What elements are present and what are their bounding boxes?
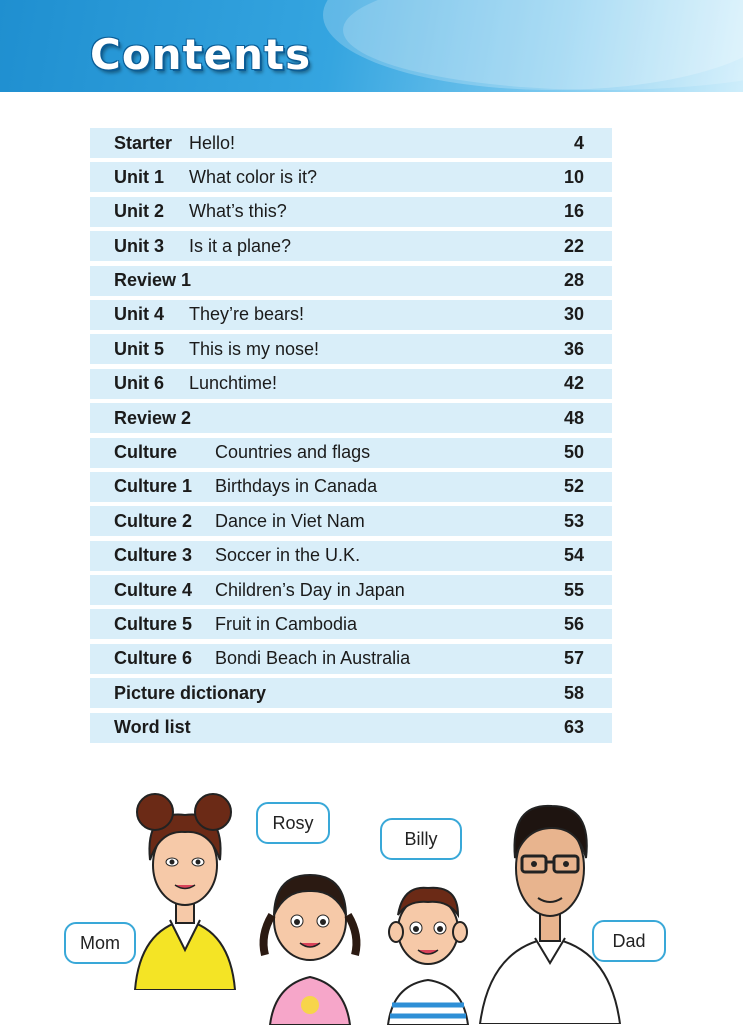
toc-page-number: 42 xyxy=(563,373,584,394)
toc-page-number: 16 xyxy=(563,201,584,222)
toc-section-label: Review 2 xyxy=(114,407,192,428)
toc-page-number: 55 xyxy=(563,579,584,600)
toc-section-title: Is it a plane? xyxy=(189,235,292,256)
toc-page-number: 22 xyxy=(563,235,584,256)
toc-section-label: Culture xyxy=(114,442,177,463)
toc-section-title: Lunchtime! xyxy=(189,373,278,394)
toc-section-label: Unit 4 xyxy=(114,304,165,325)
billy-illustration xyxy=(378,870,478,1025)
toc-section-title: They’re bears! xyxy=(189,304,305,325)
toc-section-label: Culture 5 xyxy=(114,613,193,634)
toc-row xyxy=(90,541,612,571)
toc-row xyxy=(90,162,612,192)
characters-illustration xyxy=(60,780,680,1024)
toc-page-number: 30 xyxy=(563,304,584,325)
toc-section-title: Birthdays in Canada xyxy=(215,476,378,497)
toc-row xyxy=(90,197,612,227)
toc-section-label: Culture 3 xyxy=(114,545,193,566)
toc-section-label: Culture 2 xyxy=(114,510,193,531)
toc-page-number: 57 xyxy=(563,648,584,669)
toc-row xyxy=(90,678,612,708)
toc-section-label: Unit 5 xyxy=(114,338,165,359)
toc-section-label: Unit 6 xyxy=(114,373,165,394)
toc-page-number: 50 xyxy=(563,442,584,463)
toc-section-label: Review 1 xyxy=(114,270,192,291)
toc-page-number: 28 xyxy=(563,270,584,291)
table-of-contents xyxy=(90,128,612,747)
toc-row xyxy=(90,403,612,433)
rosy-illustration xyxy=(255,855,365,1025)
toc-section-label: Word list xyxy=(114,717,191,738)
toc-section-title: What’s this? xyxy=(189,201,287,222)
header-wave xyxy=(343,0,743,90)
toc-section-title: Soccer in the U.K. xyxy=(215,545,361,566)
toc-section-label: Unit 2 xyxy=(114,201,165,222)
toc-row xyxy=(90,300,612,330)
toc-page-number: 63 xyxy=(563,717,584,738)
toc-section-title: Fruit in Cambodia xyxy=(215,613,358,634)
toc-section-title: What color is it? xyxy=(189,166,318,187)
toc-page-number: 48 xyxy=(563,407,584,428)
toc-section-title: Bondi Beach in Australia xyxy=(215,648,411,669)
toc-page-number: 58 xyxy=(563,682,584,703)
toc-section-title: Countries and flags xyxy=(215,442,371,463)
toc-row xyxy=(90,644,612,674)
dad-illustration xyxy=(470,798,630,1024)
toc-page-number: 4 xyxy=(573,132,584,153)
toc-row xyxy=(90,472,612,502)
toc-row xyxy=(90,128,612,158)
toc-section-label: Culture 6 xyxy=(114,648,193,669)
toc-section-title: Hello! xyxy=(189,132,236,153)
toc-row xyxy=(90,334,612,364)
mom-label: Mom xyxy=(64,922,136,964)
toc-page-number: 52 xyxy=(563,476,584,497)
toc-section-title: Dance in Viet Nam xyxy=(215,510,365,531)
toc-page-number: 10 xyxy=(563,166,584,187)
toc-section-label: Unit 3 xyxy=(114,235,165,256)
toc-row xyxy=(90,369,612,399)
toc-row xyxy=(90,266,612,296)
toc-page-number: 53 xyxy=(563,510,584,531)
toc-row xyxy=(90,231,612,261)
toc-page-number: 56 xyxy=(563,613,584,634)
toc-section-label: Culture 1 xyxy=(114,476,193,497)
toc-section-label: Picture dictionary xyxy=(114,682,267,703)
toc-section-label: Unit 1 xyxy=(114,166,165,187)
billy-label: Billy xyxy=(380,818,462,860)
header-banner xyxy=(0,0,743,92)
toc-section-title: This is my nose! xyxy=(189,338,320,359)
rosy-label: Rosy xyxy=(256,802,330,844)
toc-row xyxy=(90,609,612,639)
toc-row xyxy=(90,575,612,605)
toc-page-number: 54 xyxy=(563,545,584,566)
toc-row xyxy=(90,438,612,468)
dad-label: Dad xyxy=(592,920,666,962)
toc-section-title: Children’s Day in Japan xyxy=(215,579,405,600)
toc-page-number: 36 xyxy=(563,338,584,359)
toc-section-label: Starter xyxy=(114,132,173,153)
page-title: Contents xyxy=(90,30,312,79)
toc-row xyxy=(90,713,612,743)
toc-row xyxy=(90,506,612,536)
toc-section-label: Culture 4 xyxy=(114,579,193,600)
